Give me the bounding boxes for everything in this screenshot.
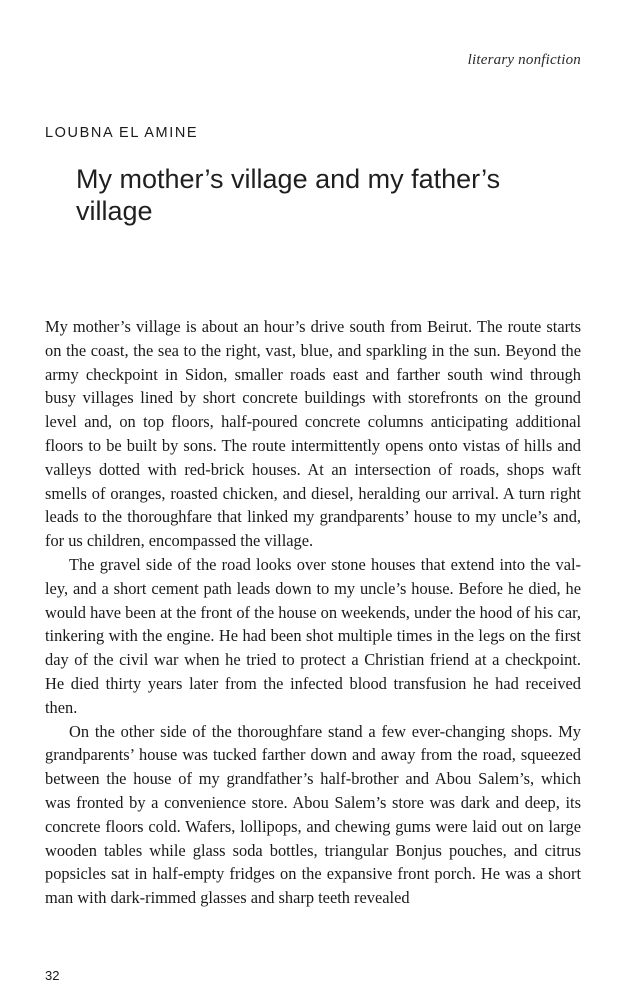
author-name: LOUBNA EL AMINE <box>45 125 199 141</box>
body-paragraph: The gravel side of the road looks over stone houses that extend into the valley, and a short cement path leads down to my uncle’s house. Before he died, he would have been at the front of the house on weekends, under the hood of his car, tinkering with the engine. He had been shot multiple times in the legs on the first day of the civil war when he tried to protect a Christian friend at a checkpoint. He died thirty years later from the infected blood transfusion he had received then. <box>45 554 581 717</box>
body-paragraph: On the other side of the thoroughfare stand a few ever-changing shops. My grandparents’ house was tucked farther down and away from the road, squeezed between the house of my grandfather’s half-brother and Abou Salem’s, which was fronted by a convenience store. Abou Salem’s store was dark and deep, its concrete floors cold. Wafers, lollipops, and chewing gums were laid out on large wooden tables while glass soda bottles, triangular Bonjus pouches, and citrus popsicles sat in half-empty fridges on the expansive front porch. He was a short man with dark-rimmed glasses and sharp teeth revealed <box>45 721 581 908</box>
body-paragraph: My mother’s village is about an hour’s drive south from Beirut. The route starts on the coast, the sea to the right, vast, blue, and sparkling in the sun. Beyond the army checkpoint in Sidon, smaller roads east and farther south wind through busy villages lined by short concrete buildings with storefronts on the ground level and, on top floors, half-poured concrete columns anticipating additional floors to be built by sons. The route intermittently opens onto vistas of hills and valleys dotted with red-brick houses. At an intersection of roads, shops waft smells of oranges, roasted chicken, and diesel, heralding our arrival. A turn right leads to the thoroughfare that linked my grandparents’ house to my uncle’s and, for us children, encompassed the village. <box>45 317 581 551</box>
page-number: 32 <box>45 968 60 983</box>
article-title: My mother’s village and my father’s village <box>76 164 501 226</box>
article-body <box>45 315 581 910</box>
running-head: literary nonfiction <box>467 52 581 68</box>
